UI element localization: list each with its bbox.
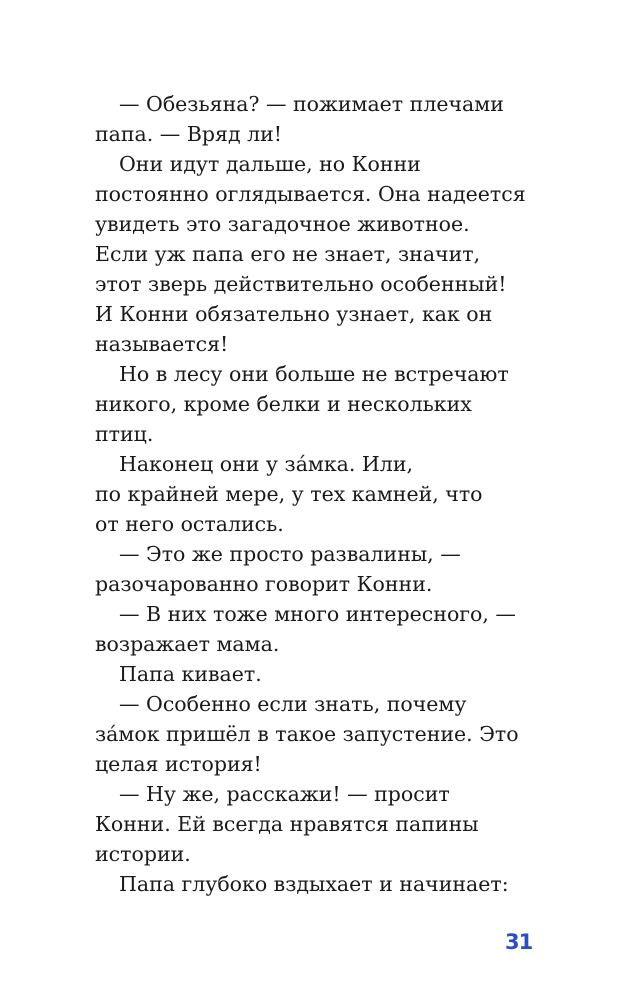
text-line: Но в лесу они больше не встречают	[119, 362, 509, 386]
text-line: по крайней мере, у тех камней, что	[95, 482, 483, 506]
text-line: разочарованно говорит Конни.	[95, 572, 433, 596]
text-line: Конни. Ей всегда нравятся папины	[95, 812, 479, 836]
text-line: — В них тоже много интересного, —	[119, 602, 516, 626]
text-line: — Ну же, расскажи! — просит	[119, 782, 450, 806]
text-line: — Обезьяна? — пожимает плечами	[119, 92, 504, 116]
text-line: от него остались.	[95, 512, 284, 536]
text-line: целая история!	[95, 752, 262, 776]
text-line: птиц.	[95, 422, 154, 446]
text-line: никого, кроме белки и нескольких	[95, 392, 472, 416]
text-line: возражает мама.	[95, 632, 280, 656]
text-line: И Конни обязательно узнает, как он	[95, 302, 493, 326]
text-line: — Это же просто развалины, —	[119, 542, 461, 566]
text-line: постоянно оглядывается. Она надеется	[95, 182, 526, 206]
text-line: увидеть это загадочное животное.	[95, 212, 470, 236]
body-text	[95, 89, 535, 899]
text-line: Они идут дальше, но Конни	[119, 152, 421, 176]
text-line: Папа глубоко вздыхает и начинает:	[119, 872, 509, 896]
text-line: — Особенно если знать, почему	[119, 692, 467, 716]
text-line: истории.	[95, 842, 191, 866]
text-line: этот зверь действительно особенный!	[95, 272, 507, 296]
text-line: за́мок пришёл в такое запустение. Это	[95, 722, 519, 746]
text-line: папа. — Вряд ли!	[95, 122, 283, 146]
page-number: 31	[505, 930, 533, 954]
text-line: Если уж папа его не знает, значит,	[95, 242, 481, 266]
text-line: называется!	[95, 332, 229, 356]
text-line: Папа кивает.	[119, 662, 262, 686]
text-line: Наконец они у за́мка. Или,	[119, 452, 414, 476]
